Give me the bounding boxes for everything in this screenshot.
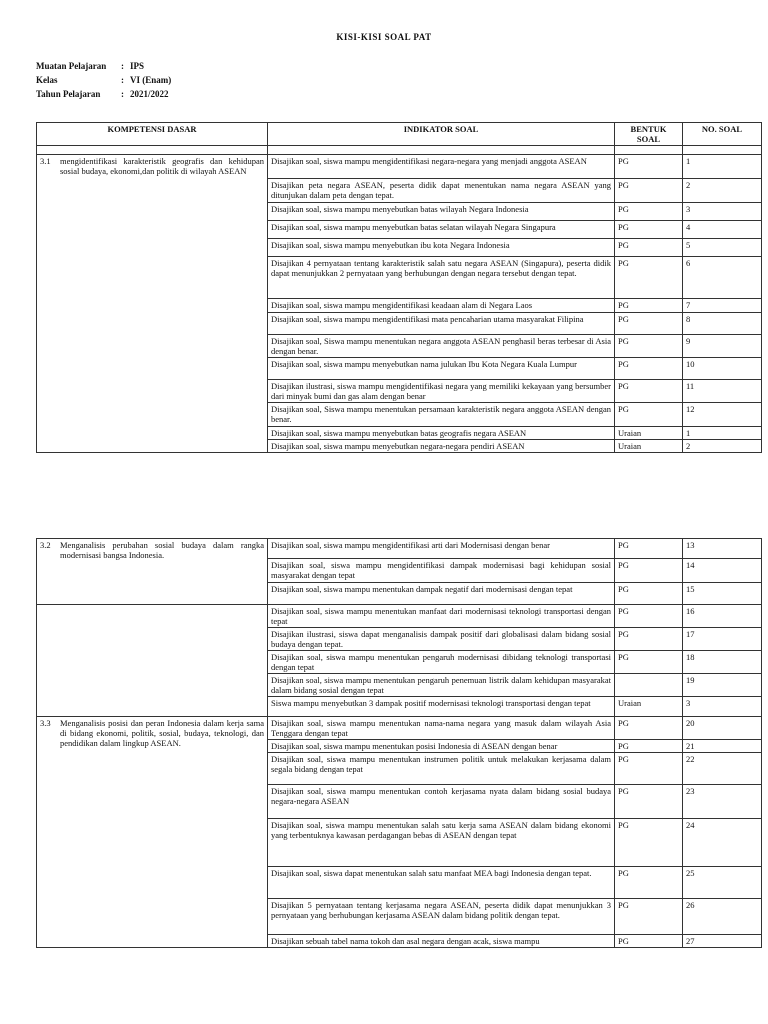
document-meta	[36, 59, 171, 101]
bentuk-soal: PG	[615, 221, 683, 239]
indikator-soal: Disajikan soal, siswa mampu mengidentifikasi arti dari Modernisasi dengan benar	[268, 539, 615, 559]
no-soal: 10	[683, 358, 762, 380]
kisi-kisi-table-part-1	[36, 122, 762, 453]
table-header-row	[37, 123, 762, 146]
indikator-soal: Disajikan soal, siswa mampu menentukan manfaat dari modernisasi teknologi transportasi dengan tepat	[268, 605, 615, 628]
meta-colon: :	[121, 61, 124, 71]
indikator-soal: Disajikan soal, siswa mampu menyebutkan batas wilayah Negara Indonesia	[268, 203, 615, 221]
bentuk-soal: PG	[615, 313, 683, 335]
bentuk-soal: Uraian	[615, 697, 683, 717]
kompetensi-dasar-cell	[37, 539, 268, 605]
meta-key: Tahun Pelajaran	[36, 89, 101, 99]
no-soal: 15	[683, 583, 762, 605]
meta-row-subject	[36, 59, 171, 73]
no-soal: 12	[683, 403, 762, 427]
indikator-soal: Disajikan 4 pernyataan tentang karakteristik salah satu negara ASEAN (Singapura), peserta didik dapat menunjukkan 2 pernyataan yang berhubungan dengan negara tersebut dengan tepat.	[268, 257, 615, 299]
no-soal: 3	[683, 697, 762, 717]
kompetensi-dasar	[40, 156, 264, 176]
meta-key: Muatan Pelajaran	[36, 61, 107, 71]
bentuk-soal: PG	[615, 785, 683, 819]
indikator-soal: Disajikan soal, siswa mampu mengidentifikasi keadaan alam di Negara Laos	[268, 299, 615, 313]
no-soal: 13	[683, 539, 762, 559]
spacer-cell	[268, 146, 615, 155]
no-soal: 9	[683, 335, 762, 358]
kd-text: mengidentifikasi karakteristik geografis dan kehidupan sosial budaya, ekonomi,dan politik di wilayah ASEAN	[60, 156, 264, 176]
bentuk-soal: PG	[615, 559, 683, 583]
kompetensi-dasar	[40, 540, 264, 560]
indikator-soal: Disajikan soal, siswa dapat menentukan salah satu manfaat MEA bagi Indonesia dengan tepat.	[268, 867, 615, 899]
bentuk-soal: PG	[615, 335, 683, 358]
no-soal: 2	[683, 440, 762, 453]
no-soal: 20	[683, 717, 762, 740]
no-soal: 17	[683, 628, 762, 651]
header-bentuk-soal: BENTUK SOAL	[615, 123, 683, 146]
meta-colon: :	[121, 89, 124, 99]
no-soal: 7	[683, 299, 762, 313]
spacer-cell	[683, 146, 762, 155]
header-no-soal: NO. SOAL	[683, 123, 762, 146]
bentuk-soal: PG	[615, 203, 683, 221]
indikator-soal: Siswa mampu menyebutkan 3 dampak positif modernisasi teknologi transportasi dengan tepat	[268, 697, 615, 717]
indikator-soal: Disajikan ilustrasi, siswa mampu mengidentifikasi negara yang memiliki kekayaan yang bersumber dari minyak bumi dan gas alam dengan benar	[268, 380, 615, 403]
bentuk-soal: PG	[615, 155, 683, 179]
table-row	[37, 155, 762, 179]
no-soal: 19	[683, 674, 762, 697]
kd-text: Menganalisis perubahan sosial budaya dalam rangka modernisasi bangsa Indonesia.	[60, 540, 264, 560]
indikator-soal: Disajikan peta negara ASEAN, peserta didik dapat menentukan nama negara ASEAN yang ditunjukan dalam peta dengan tepat.	[268, 179, 615, 203]
kompetensi-dasar-cell	[37, 717, 268, 948]
meta-row-year	[36, 87, 171, 101]
table-row	[37, 605, 762, 628]
bentuk-soal: PG	[615, 753, 683, 785]
no-soal: 2	[683, 179, 762, 203]
indikator-soal: Disajikan ilustrasi, siswa dapat menganalisis dampak positif dari globalisasi dalam bidang sosial budaya dengan tepat.	[268, 628, 615, 651]
meta-colon: :	[121, 75, 124, 85]
bentuk-soal: PG	[615, 867, 683, 899]
spacer-row	[37, 146, 762, 155]
indikator-soal: Disajikan soal, siswa mampu menyebutkan batas selatan wilayah Negara Singapura	[268, 221, 615, 239]
bentuk-soal: PG	[615, 935, 683, 948]
no-soal: 1	[683, 155, 762, 179]
kd-text: Menganalisis posisi dan peran Indonesia dalam kerja sama di bidang ekonomi, politik, sosial, budaya, teknologi, dan pendidikan dalam lingkup ASEAN.	[60, 718, 264, 748]
kompetensi-dasar-cell	[37, 605, 268, 717]
no-soal: 22	[683, 753, 762, 785]
bentuk-soal: Uraian	[615, 440, 683, 453]
kompetensi-dasar-cell	[37, 155, 268, 453]
bentuk-soal: PG	[615, 628, 683, 651]
no-soal: 8	[683, 313, 762, 335]
header-indikator-soal: INDIKATOR SOAL	[268, 123, 615, 146]
bentuk-soal: Uraian	[615, 427, 683, 440]
header-kompetensi-dasar: KOMPETENSI DASAR	[37, 123, 268, 146]
bentuk-soal: PG	[615, 239, 683, 257]
bentuk-soal: PG	[615, 257, 683, 299]
meta-key: Kelas	[36, 75, 58, 85]
no-soal: 26	[683, 899, 762, 935]
meta-value: IPS	[130, 61, 145, 71]
indikator-soal: Disajikan soal, siswa mampu mengidentifikasi dampak modernisasi bagi kehidupan sosial masyarakat dengan tepat	[268, 559, 615, 583]
indikator-soal: Disajikan soal, siswa mampu menentukan posisi Indonesia di ASEAN dengan benar	[268, 740, 615, 753]
indikator-soal: Disajikan soal, Siswa mampu menentukan persamaan karakteristik negara anggota ASEAN dengan benar.	[268, 403, 615, 427]
kd-number: 3.2	[40, 540, 51, 550]
indikator-soal: Disajikan soal, siswa mampu menyebutkan ibu kota Negara Indonesia	[268, 239, 615, 257]
no-soal: 24	[683, 819, 762, 867]
no-soal: 18	[683, 651, 762, 674]
indikator-soal: Disajikan soal, siswa mampu menyebutkan batas geografis negara ASEAN	[268, 427, 615, 440]
bentuk-soal: PG	[615, 740, 683, 753]
bentuk-soal: PG	[615, 380, 683, 403]
bentuk-soal: PG	[615, 583, 683, 605]
document-title: KISI-KISI SOAL PAT	[336, 32, 432, 42]
indikator-soal: Disajikan 5 pernyataan tentang kerjasama negara ASEAN, peserta didik dapat menunjukkan 3 pernyataan yang berhubungan kerjasama ASEAN dalam bidang politik dengan tepat.	[268, 899, 615, 935]
indikator-soal: Disajikan soal, siswa mampu mengidentifikasi negara-negara yang menjadi anggota ASEAN	[268, 155, 615, 179]
meta-value: VI (Enam)	[130, 75, 172, 85]
no-soal: 27	[683, 935, 762, 948]
bentuk-soal: PG	[615, 651, 683, 674]
bentuk-soal: PG	[615, 605, 683, 628]
kompetensi-dasar	[40, 718, 264, 748]
no-soal: 11	[683, 380, 762, 403]
no-soal: 14	[683, 559, 762, 583]
no-soal: 23	[683, 785, 762, 819]
spacer-cell	[37, 146, 268, 155]
bentuk-soal: PG	[615, 819, 683, 867]
kd-number: 3.3	[40, 718, 51, 728]
meta-row-class	[36, 73, 171, 87]
bentuk-soal: PG	[615, 358, 683, 380]
indikator-soal: Disajikan soal, siswa mampu menentukan instrumen politik untuk melakukan kerjasama dalam segala bidang dengan tepat	[268, 753, 615, 785]
rows-kd-3-1	[37, 155, 762, 453]
rows-kd-3-2-3-3	[37, 539, 762, 948]
kd-number: 3.1	[40, 156, 51, 166]
bentuk-soal: PG	[615, 179, 683, 203]
indikator-soal: Disajikan sebuah tabel nama tokoh dan asal negara dengan acak, siswa mampu	[268, 935, 615, 948]
kisi-kisi-table-part-2	[36, 538, 762, 948]
meta-value: 2021/2022	[130, 89, 169, 99]
no-soal: 25	[683, 867, 762, 899]
indikator-soal: Disajikan soal, siswa mampu menentukan salah satu kerja sama ASEAN dalam bidang ekonomi yang terbentuknya kawasan perdagangan bebas di ASEAN dengan tepat	[268, 819, 615, 867]
bentuk-soal: PG	[615, 899, 683, 935]
no-soal: 21	[683, 740, 762, 753]
indikator-soal: Disajikan soal, Siswa mampu menentukan negara anggota ASEAN penghasil beras terbesar di Asia dengan benar.	[268, 335, 615, 358]
indikator-soal: Disajikan soal, siswa mampu menentukan dampak negatif dari modernisasi dengan tepat	[268, 583, 615, 605]
indikator-soal: Disajikan soal, siswa mampu menentukan nama-nama negara yang masuk dalam wilayah Asia Tenggara dengan tepat	[268, 717, 615, 740]
indikator-soal: Disajikan soal, siswa mampu menentukan contoh kerjasama nyata dalam bidang sosial budaya negara-negara ASEAN	[268, 785, 615, 819]
bentuk-soal: PG	[615, 299, 683, 313]
indikator-soal: Disajikan soal, siswa mampu menentukan pengaruh penemuan listrik dalam kehidupan masyarakat dalam bidang sosial dengan tepat	[268, 674, 615, 697]
no-soal: 16	[683, 605, 762, 628]
no-soal: 6	[683, 257, 762, 299]
table-row	[37, 539, 762, 559]
no-soal: 5	[683, 239, 762, 257]
bentuk-soal: PG	[615, 539, 683, 559]
no-soal: 1	[683, 427, 762, 440]
indikator-soal: Disajikan soal, siswa mampu mengidentifikasi mata pencaharian utama masyarakat Filipina	[268, 313, 615, 335]
no-soal: 4	[683, 221, 762, 239]
indikator-soal: Disajikan soal, siswa mampu menyebutkan negara-negara pendiri ASEAN	[268, 440, 615, 453]
indikator-soal: Disajikan soal, siswa mampu menentukan pengaruh modernisasi dibidang teknologi transportasi dengan tepat	[268, 651, 615, 674]
spacer-cell	[615, 146, 683, 155]
bentuk-soal	[615, 674, 683, 697]
bentuk-soal: PG	[615, 717, 683, 740]
bentuk-soal: PG	[615, 403, 683, 427]
table-row	[37, 717, 762, 740]
no-soal: 3	[683, 203, 762, 221]
indikator-soal: Disajikan soal, siswa mampu menyebutkan nama julukan Ibu Kota Negara Kuala Lumpur	[268, 358, 615, 380]
